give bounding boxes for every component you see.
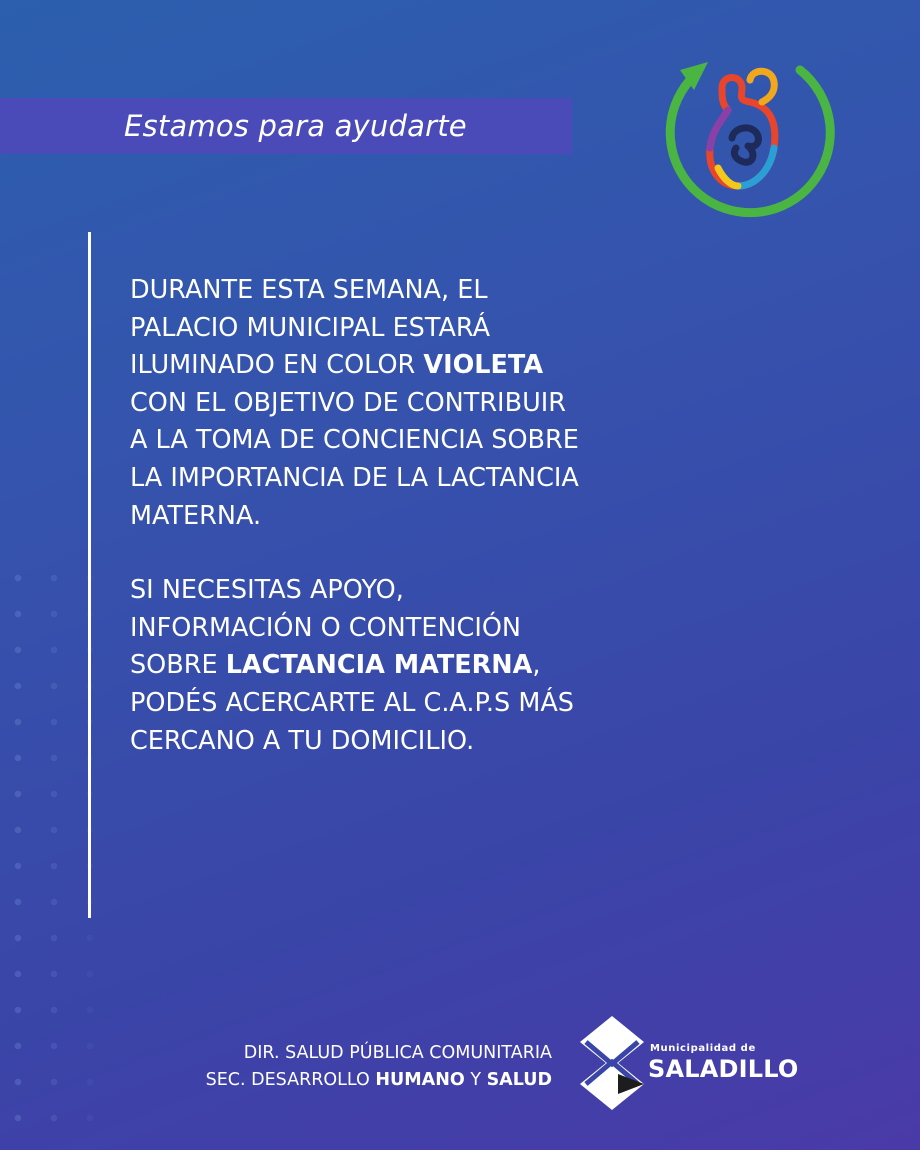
message-p2-text-a: SI NECESITAS APOYO, INFORMACIÓN O CONTENCIÓN SOBRE	[130, 575, 521, 681]
footer-credits	[206, 1040, 552, 1094]
tagline-text: Estamos para ayudarte	[124, 109, 467, 143]
footer-line-2-prefix: SEC. DESARROLLO	[205, 1070, 376, 1090]
message-paragraph-1	[130, 272, 590, 535]
message-p1-text-a: DURANTE ESTA SEMANA, EL PALACIO MUNICIPAL ESTARÁ ILUMINADO EN COLOR	[130, 275, 491, 381]
message-paragraph-2	[130, 572, 590, 760]
decorative-dot-pattern	[0, 560, 120, 1150]
accent-vertical-line	[88, 232, 91, 918]
footer-line-2-bold-1: HUMANO	[375, 1070, 465, 1090]
breastfeeding-logo-icon	[650, 40, 835, 220]
footer-line-2-mid: Y	[464, 1070, 487, 1090]
municipality-label: Municipalidad de	[650, 1043, 756, 1054]
footer-line-1: DIR. SALUD PÚBLICA COMUNITARIA	[243, 1043, 552, 1063]
footer-line-2-bold-2: SALUD	[486, 1070, 552, 1090]
message-p2-highlight: LACTANCIA MATERNA	[225, 650, 533, 681]
municipality-name: SALADILLO	[648, 1055, 799, 1083]
message-p1-highlight: VIOLETA	[423, 350, 544, 381]
main-message	[130, 272, 590, 760]
saladillo-emblem-icon	[578, 1014, 646, 1112]
message-p2-text-b: , PODÉS ACERCARTE AL C.A.P.S MÁS CERCANO A TU DOMICILIO.	[130, 650, 574, 756]
footer-line-2	[206, 1067, 552, 1094]
message-p1-text-b: CON EL OBJETIVO DE CONTRIBUIR A LA TOMA DE CONCIENCIA SOBRE LA IMPORTANCIA DE LA LACTANCIA MATERNA.	[130, 387, 579, 531]
